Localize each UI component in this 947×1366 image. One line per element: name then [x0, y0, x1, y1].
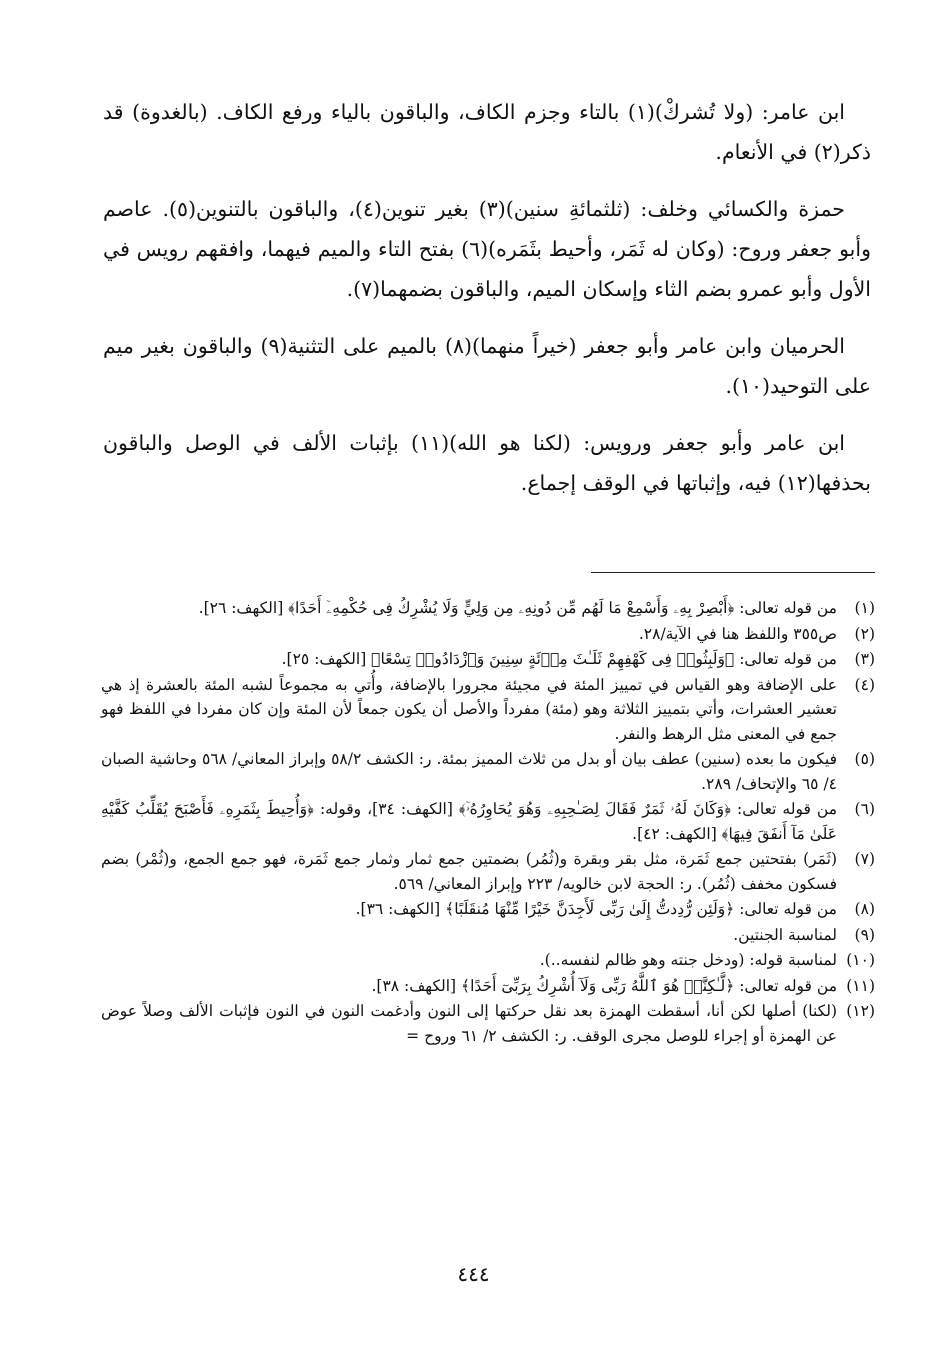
footnote-6: [101, 797, 875, 846]
footnote-number: (١٠): [846, 951, 875, 969]
footnote-7: [101, 847, 875, 896]
footnote-text: من قوله تعالى: ﴿لَّـٰكِنَّا۠ هُوَ ٱللَّهُ رَبِّى وَلَآ أُشْرِكُ بِرَبِّىٓ أَحَدًا﴾ [الكهف: ٣٨].: [371, 976, 837, 995]
footnote-number: (٣): [854, 650, 875, 668]
footnotes: [101, 596, 875, 1049]
footnote-text: لمناسبة الجنتين.: [733, 925, 837, 944]
footnote-text: (ثَمَر) بفتحتين جمع ثَمَرة، مثل بقر وبقرة و(ثُمُر) بضمتين جمع ثمار وثمار جمع ثَمَرة، فهو جمع الجمع، و(ثُمْر) بضم فسكون مخفف (ثُمُر). ر: الحجة لابن خالويه/ ٢٢٣ وإبراز المعاني/ ٥٦٩.: [101, 850, 837, 893]
paragraph-3: الحرميان وابن عامر وأبو جعفر (خيراً منهما)(٨) بالميم على التثنية(٩) والباقون بغير ميم على التوحيد(١٠).: [103, 334, 871, 398]
footnote-number: (٤): [854, 675, 875, 694]
paragraph-1: ابن عامر: (ولا تُشركْ)(١) بالتاء وجزم الكاف، والباقون بالياء ورفع الكاف. (بالغدوة) قد ذكر(٢) في الأنعام.: [103, 100, 871, 164]
footnote-number: (٥): [854, 750, 875, 768]
page-number: ٤٤٤: [457, 1262, 490, 1286]
footnote-text: من قوله تعالى: ﴿وَلَبِثُوا۟ فِى كَهْفِهِمْ ثَلَـٰثَ مِا۟ئَةٍ سِنِينَ وَٱزْدَادُوا۟ تِسْعًا﴾ [الكهف: ٢٥].: [281, 650, 837, 668]
footnote-text: من قوله تعالى: ﴿وَلَئِن رُّدِدتُّ إِلَىٰ رَبِّى لَأَجِدَنَّ خَيْرًا مِّنْهَا مُنقَلَبًا﴾ [الكهف: ٣٦].: [355, 900, 837, 918]
footnote-text: (لكنا) أصلها لكن أنا، أسقطت الهمزة بعد نقل حركتها إلى النون وأدغمت النون في النون فإثبات الألف وصلاً عوض عن الهمزة أو إجراء للوصل مجرى الوقف. ر: الكشف ٢/ ٦١ وروح =: [101, 1002, 837, 1045]
footnote-number: (١): [854, 599, 875, 617]
footnote-number: (٩): [854, 925, 875, 944]
footnote-number: (١١): [846, 976, 875, 995]
footnote-2: [101, 622, 875, 647]
footnote-number: (١٢): [846, 1002, 875, 1020]
footnote-10: [101, 948, 875, 973]
footnote-9: [101, 923, 875, 948]
footnote-3: [101, 647, 875, 672]
footnote-divider: [591, 572, 875, 573]
paragraph-2: حمزة والكسائي وخلف: (ثلثمائةِ سنين)(٣) بغير تنوين(٤)، والباقون بالتنوين(٥). عاصم وأبو جعفر وروح: (وكان له ثَمَر، وأحيط بثَمَره)(٦) بفتح التاء والميم فيهما، وافقهم رويس في الأول وأبو عمرو بضم الثاء وإسكان الميم، والباقون بضمهما(٧).: [103, 197, 871, 301]
footnote-11: [101, 974, 875, 999]
footnote-text: من قوله تعالى: ﴿أَبْصِرْ بِهِۦ وَأَسْمِعْ مَا لَهُم مِّن دُونِهِۦ مِن وَلِيٍّ وَلَا يُشْرِكُ فِى حُكْمِهِۦٓ أَحَدًا﴾ [الكهف: ٢٦].: [198, 599, 837, 617]
footnote-text: فيكون ما بعده (سنين) عطف بيان أو بدل من ثلاث المميز بمئة. ر: الكشف ٥٨/٢ وإبراز المعاني/ ٥٦٨ وحاشية الصبان ٤/ ٦٥ والإتحاف/ ٢٨٩.: [101, 750, 837, 793]
footnote-12: [101, 999, 875, 1048]
footnote-text: من قوله تعالى: ﴿وَكَانَ لَهُۥ ثَمَرٌ فَقَالَ لِصَـٰحِبِهِۦ وَهُوَ يُحَاوِرُهُۥٓ﴾ [الكهف: ٣٤]، وقوله: ﴿وَأُحِيطَ بِثَمَرِهِۦ فَأَصْبَحَ يُقَلِّبُ كَفَّيْهِ عَلَىٰ مَآ أَنفَقَ فِيهَا﴾ [الكهف: ٤٢].: [101, 800, 838, 843]
footnote-5: [101, 747, 875, 796]
footnote-number: (٧): [854, 850, 875, 868]
footnote-number: (٨): [854, 900, 875, 918]
footnote-number: (٢): [854, 624, 875, 643]
footnote-8: [101, 897, 875, 922]
footnote-text: لمناسبة قوله: (ودخل جنته وهو ظالم لنفسه..).: [539, 951, 837, 969]
footnote-4: [101, 673, 875, 747]
footnote-number: (٦): [854, 800, 875, 818]
footnote-text: على الإضافة وهو القياس في تمييز المئة في مجيئة مجرورا بالإضافة، وأُتي به مجموعاً لشبه المئة بالعشرة إذ هي تعشير العشرات، وأتي بتمييز الثلاثة وهو (مئة) مفرداً والأصل أن يكون جمعاً لأن المئة وإن كان مفردا في اللفظ فهو جمع في المعنى مثل الرهط والنفر.: [101, 675, 837, 743]
main-text: [103, 92, 871, 520]
footnote-1: [101, 596, 875, 621]
footnote-text: ص٣٥٥ واللفظ هنا في الآية/٢٨.: [638, 624, 837, 643]
paragraph-4: ابن عامر وأبو جعفر ورويس: (لكنا هو الله)(١١) بإثبات الألف في الوصل والباقون بحذفها(١٢) فيه، وإثباتها في الوقف إجماع.: [103, 431, 871, 495]
